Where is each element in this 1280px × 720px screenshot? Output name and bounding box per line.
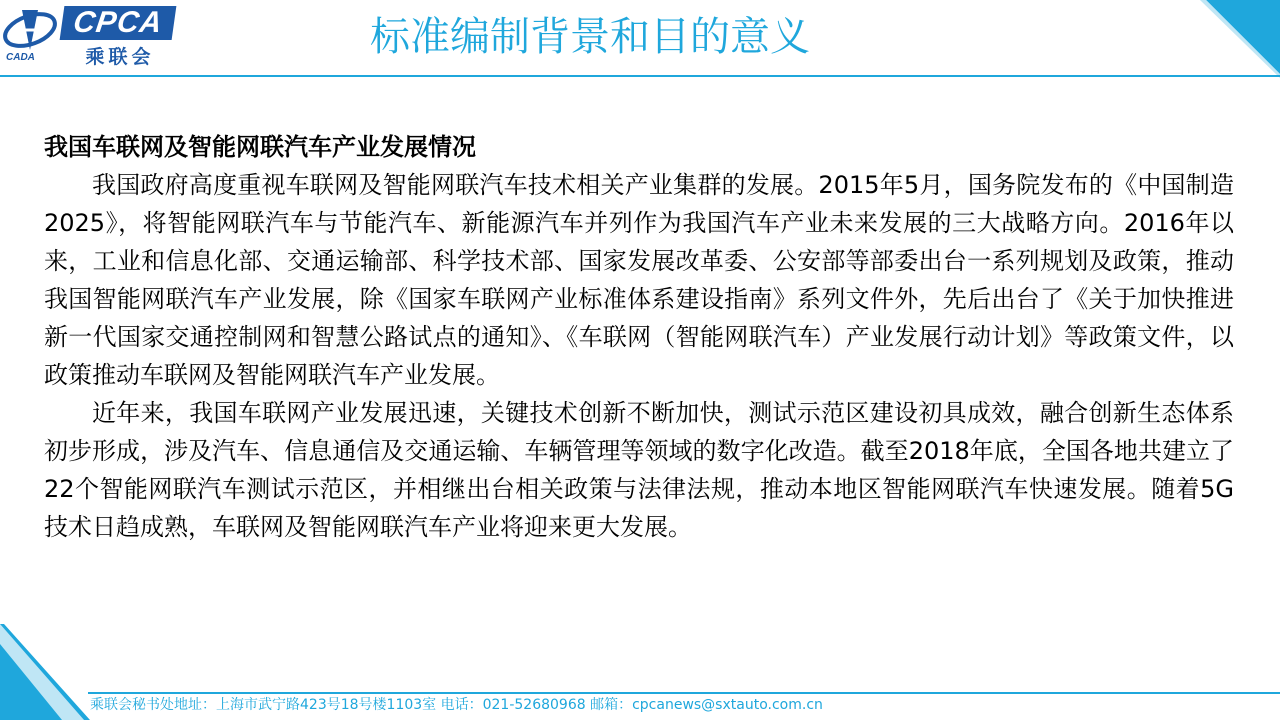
footer-contact: 乘联会秘书处地址：上海市武宁路423号18号楼1103室 电话：021-52680968 邮箱：cpcanews@sxtauto.com.cn bbox=[90, 697, 823, 713]
section-heading: 我国车联网及智能网联汽车产业发展情况 bbox=[44, 133, 476, 161]
corner-decoration-bottom-left bbox=[0, 624, 90, 720]
header-divider bbox=[0, 75, 1280, 77]
footer-divider bbox=[88, 692, 1280, 694]
content-area bbox=[44, 128, 1234, 546]
logo-emblem-icon bbox=[0, 0, 70, 60]
paragraph-1: 我国政府高度重视车联网及智能网联汽车技术相关产业集群的发展。2015年5月，国务院发布的《中国制造2025》，将智能网联汽车与节能汽车、新能源汽车并列作为我国汽车产业未来发展的三大战略方向。2016年以来，工业和信息化部、交通运输部、科学技术部、国家发展改革委、公安部等部委出台一系列规划及政策，推动我国智能网联汽车产业发展，除《国家车联网产业标准体系建设指南》系列文件外，先后出台了《关于加快推进新一代国家交通控制网和智慧公路试点的通知》、《车联网（智能网联汽车）产业发展行动计划》等政策文件，以政策推动车联网及智能网联汽车产业发展。 bbox=[44, 171, 1234, 389]
logo bbox=[0, 0, 180, 70]
logo-small-text: CADA bbox=[6, 52, 35, 63]
logo-chinese-text: 乘联会 bbox=[85, 46, 155, 68]
corner-decoration-top-right bbox=[1200, 0, 1280, 78]
logo-cpca-text: CPCA bbox=[60, 6, 177, 40]
paragraph-2: 近年来，我国车联网产业发展迅速，关键技术创新不断加快，测试示范区建设初具成效，融合创新生态体系初步形成，涉及汽车、信息通信及交通运输、车辆管理等领域的数字化改造。截至2018年底，全国各地共建立了22个智能网联汽车测试示范区，并相继出台相关政策与法律法规，推动本地区智能网联汽车快速发展。随着5G技术日趋成熟，车联网及智能网联汽车产业将迎来更大发展。 bbox=[44, 399, 1234, 541]
slide-title: 标准编制背景和目的意义 bbox=[370, 14, 810, 60]
